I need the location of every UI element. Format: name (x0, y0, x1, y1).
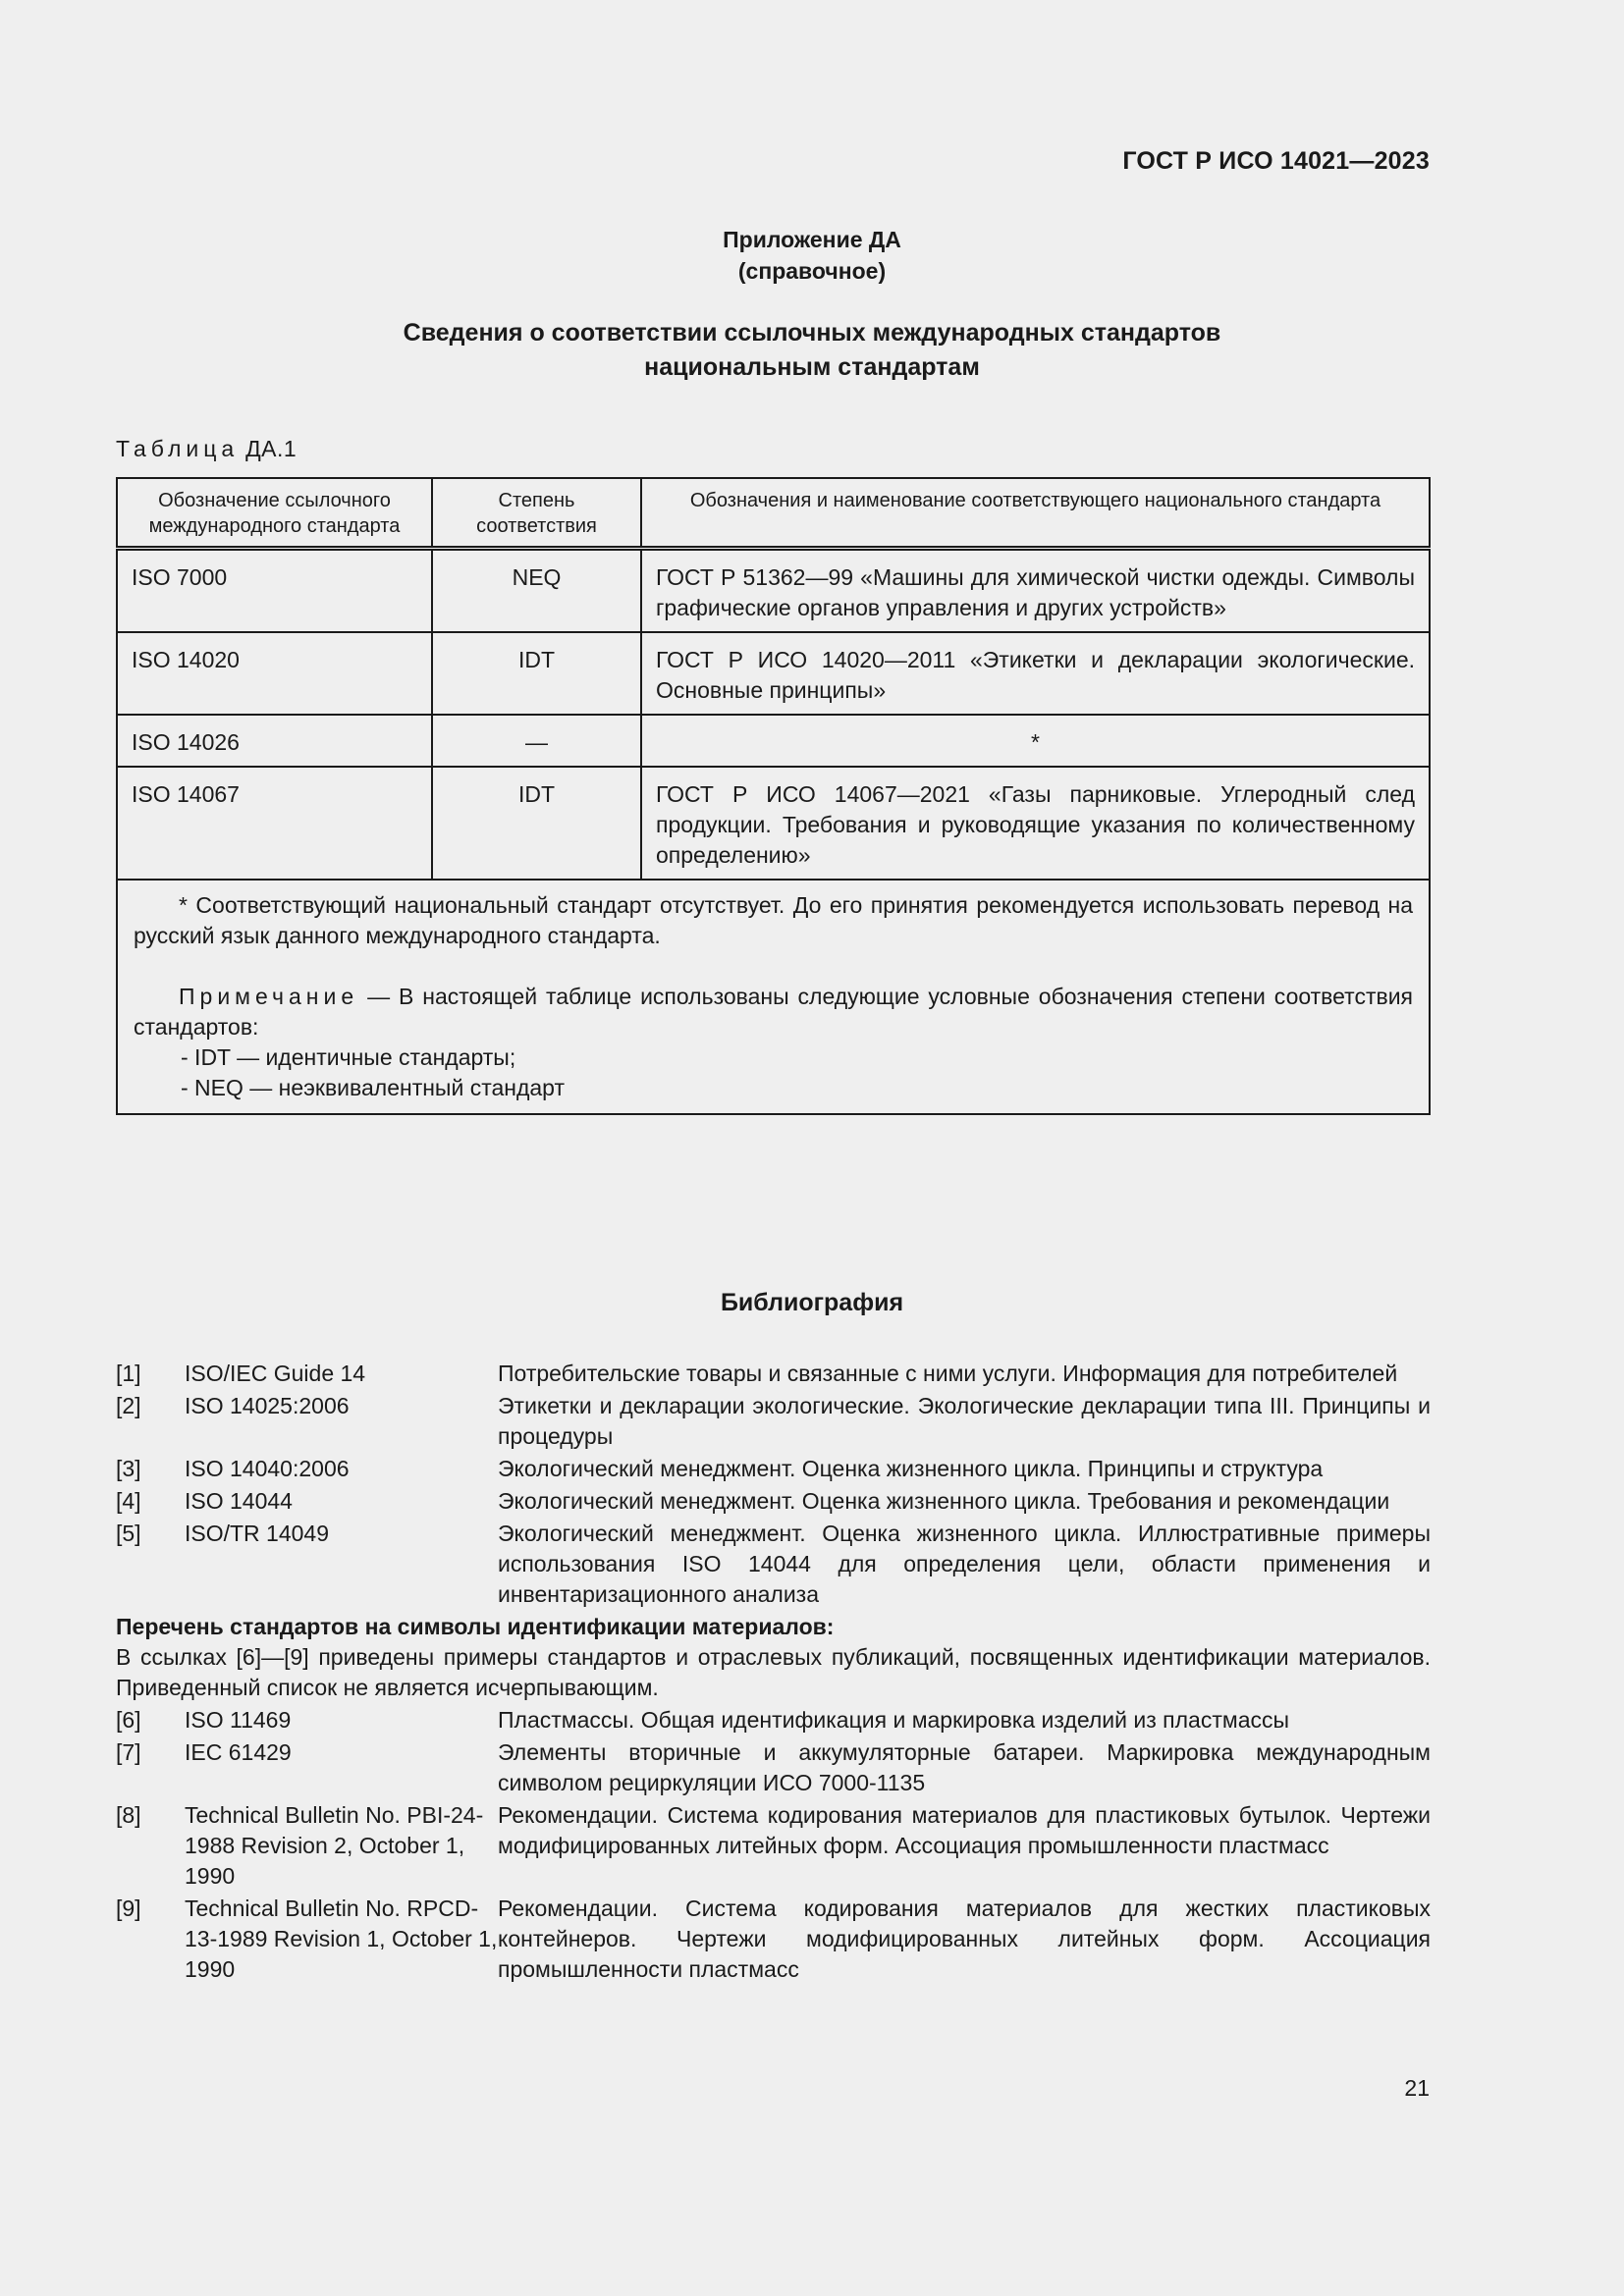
bibliography-entry (116, 1519, 1431, 1610)
bibliography-entry (116, 1454, 1431, 1484)
header-international-standard: Обозначение ссылочного международного стандарта (117, 478, 432, 549)
entry-code: ISO/IEC Guide 14 (185, 1361, 366, 1386)
correspondence-table (116, 477, 1431, 1115)
appendix-heading (0, 224, 1624, 287)
cell-national: * (641, 715, 1430, 767)
table-notes (117, 880, 1430, 1114)
entry-code: ISO 14044 (185, 1488, 293, 1514)
entry-number: [7] (116, 1739, 141, 1765)
entry-title: Экологический менеджмент. Оценка жизненного цикла. Иллюстративные примеры использования ISO 14044 для определения цели, области применения и инвентаризационного анализа (498, 1521, 1431, 1607)
entry-code: ISO/TR 14049 (185, 1521, 330, 1546)
note-text: — В настоящей таблице использованы следующие условные обозначения степени соответствия стандартов: (134, 984, 1413, 1040)
bibliography-entry (116, 1486, 1431, 1517)
entry-number: [3] (116, 1456, 141, 1481)
table-footnote: * Соответствующий национальный стандарт отсутствует. До его принятия рекомендуется использовать перевод на русский язык данного международного стандарта. (134, 892, 1413, 948)
bibliography-entry (116, 1800, 1431, 1892)
appendix-subtitle: (справочное) (737, 258, 887, 284)
entry-title: Этикетки и декларации экологические. Экологические декларации типа III. Принципы и процедуры (498, 1393, 1431, 1449)
table-row (117, 767, 1430, 880)
section-title (0, 316, 1624, 385)
cell-national: ГОСТ Р ИСО 14020—2011 «Этикетки и декларации экологические. Основные принципы» (641, 632, 1430, 715)
entry-code: IEC 61429 (185, 1739, 292, 1765)
entry-code: Technical Bulletin No. PBI-24-1988 Revision 2, October 1, 1990 (185, 1802, 484, 1889)
cell-code: ISO 14067 (117, 767, 432, 880)
section-title-line-2: национальным стандартам (644, 353, 980, 381)
material-symbols-heading: Перечень стандартов на символы идентификации материалов: (116, 1614, 835, 1639)
entry-title: Потребительские товары и связанные с ними услуги. Информация для потребителей (498, 1361, 1398, 1386)
bibliography-list (116, 1359, 1431, 1987)
note-word: Примечание (179, 984, 359, 1009)
entry-number: [1] (116, 1361, 141, 1386)
bibliography-title: Библиография (720, 1289, 904, 1316)
cell-national: ГОСТ Р ИСО 14067—2021 «Газы парниковые. Углеродный след продукции. Требования и руководящие указания по количественному определению» (641, 767, 1430, 880)
entry-number: [5] (116, 1521, 141, 1546)
material-symbols-intro: В ссылках [6]—[9] приведены примеры стандартов и отраслевых публикаций, посвященных идентификации материалов. Приведенный список не является исчерпывающим. (116, 1644, 1431, 1700)
table-row (117, 715, 1430, 767)
entry-title: Экологический менеджмент. Оценка жизненного цикла. Требования и рекомендации (498, 1488, 1390, 1514)
table-label (116, 436, 297, 462)
note-item: - NEQ — неэквивалентный стандарт (181, 1075, 565, 1100)
header-national-standard: Обозначения и наименование соответствующего национального стандарта (641, 478, 1430, 549)
bibliography-entry (116, 1737, 1431, 1798)
entry-code: ISO 14025:2006 (185, 1393, 350, 1418)
table-row (117, 549, 1430, 633)
entry-number: [8] (116, 1802, 141, 1828)
entry-title: Экологический менеджмент. Оценка жизненного цикла. Принципы и структура (498, 1456, 1324, 1481)
bibliography-entry (116, 1894, 1431, 1985)
entry-title: Элементы вторичные и аккумуляторные батареи. Маркировка международным символом рециркуляции ИСО 7000-1135 (498, 1739, 1431, 1795)
section-title-line-1: Сведения о соответствии ссылочных международных стандартов (403, 319, 1221, 347)
cell-code: ISO 14020 (117, 632, 432, 715)
cell-degree: NEQ (432, 549, 641, 633)
entry-code: ISO 11469 (185, 1707, 292, 1733)
table-header-row (117, 478, 1430, 549)
cell-code: ISO 14026 (117, 715, 432, 767)
entry-number: [9] (116, 1896, 141, 1921)
table-notes-row (117, 880, 1430, 1114)
document-code-header: ГОСТ Р ИСО 14021—2023 (1122, 147, 1430, 175)
entry-number: [4] (116, 1488, 141, 1514)
header-degree: Степень соответствия (432, 478, 641, 549)
cell-degree: — (432, 715, 641, 767)
note-item: - IDT — идентичные стандарты; (181, 1044, 516, 1070)
entry-code: ISO 14040:2006 (185, 1456, 350, 1481)
bibliography-entry (116, 1391, 1431, 1452)
table-label-number: ДА.1 (245, 436, 298, 461)
table-row (117, 632, 1430, 715)
bibliography-entry (116, 1359, 1431, 1389)
page-number: 21 (1404, 2075, 1430, 2101)
table-note (134, 982, 1413, 1042)
entry-title: Рекомендации. Система кодирования материалов для пластиковых бутылок. Чертежи модифицированных литейных форм. Ассоциация промышленности пластмасс (498, 1802, 1431, 1858)
entry-code: Technical Bulletin No. RPCD-13-1989 Revision 1, October 1, 1990 (185, 1896, 498, 1982)
appendix-title: Приложение ДА (723, 227, 901, 252)
entry-title: Пластмассы. Общая идентификация и маркировка изделий из пластмассы (498, 1707, 1290, 1733)
cell-degree: IDT (432, 632, 641, 715)
entry-number: [2] (116, 1393, 141, 1418)
cell-degree: IDT (432, 767, 641, 880)
table-label-word: Таблица (116, 436, 240, 461)
cell-national: ГОСТ Р 51362—99 «Машины для химической чистки одежды. Символы графические органов управления и других устройств» (641, 549, 1430, 633)
entry-title: Рекомендации. Система кодирования материалов для жестких пластиковых контейнеров. Чертежи модифицированных литейных форм. Ассоциация промышленности пластмасс (498, 1896, 1431, 1982)
entry-number: [6] (116, 1707, 141, 1733)
bibliography-entry (116, 1705, 1431, 1735)
cell-code: ISO 7000 (117, 549, 432, 633)
